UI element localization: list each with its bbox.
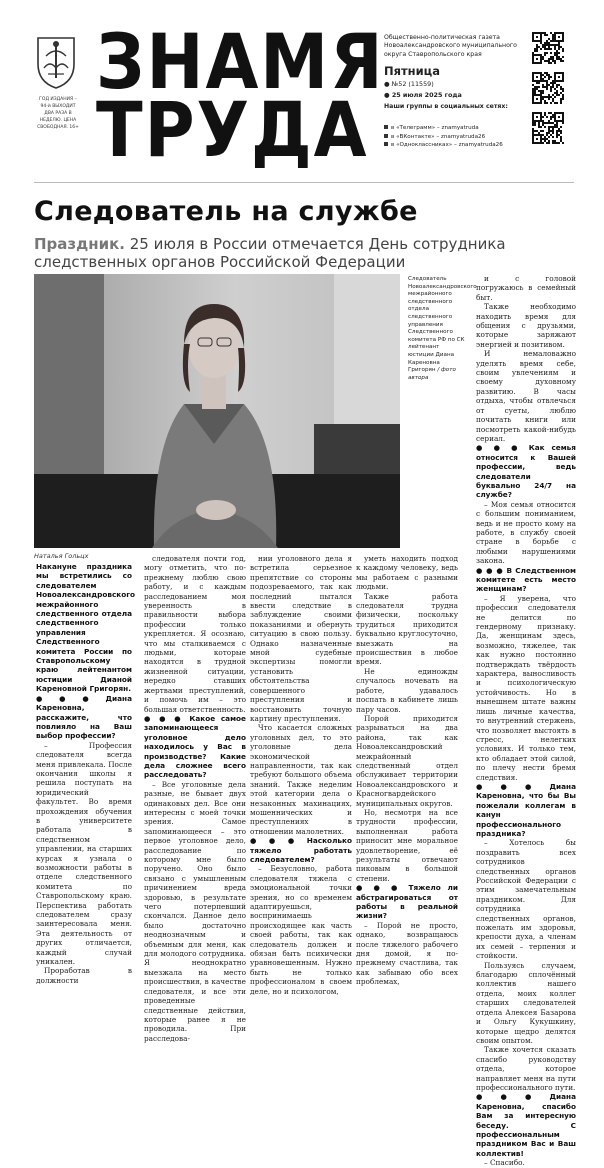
article-column-1: [36, 562, 136, 985]
article-paragraph: Пользуясь случаем, благодарю сплочённый коллектив нашего отдела, моих коллег старших следователей отдела Алексея Базарова и Ольгу Кукушкину, которые щедро делятся своим опытом.: [476, 960, 576, 1045]
article-paragraph: Также работа следователя трудна физически, поскольку трудиться приходится буквально круглосуточно, выезжать на происшествия в любое время.: [356, 591, 458, 667]
article-paragraph: – Моя семья относится с большим пониманием, ведь и не просто кому на работе, в службу своей стране в борьбе с любыми нарушениями закона.: [476, 499, 576, 566]
article-paragraph: – Хотелось бы поздравить всех сотрудников следственных органов Российской Федерации с этим замечательным праздником. Для сотрудника следственных органов, пожелать им здоровья, крепости духа, а членам их семей – терпения и стойкости.: [476, 838, 576, 961]
article-paragraph: Но, несмотря на все трудности профессии, выполненная работа приносит мне моральное удовлетворение, её результаты отвечают пиковым в большой степени.: [356, 807, 458, 883]
article-paragraph: – Профессия следователя всегда меня привлекала. После окончания школы я решила поступать на юридический факультет. Во время прохождения обучения в университете работала в следственном управлении, на старших курсах я узнала о возможности работы в отделе следственного комитета по Ставропольскому краю. Перспектива работать следователем сразу заинтересовала меня. Эта деятельность от других отличается, каждый случай уникален.: [36, 740, 132, 967]
article-paragraph: – Я уверена, что профессия следователя не делится по гендерному признаку. Да, женщинам здесь, возможно, тяжелее, так как нужно постоянно подтверждать твёрдость характера, выносливость и психологическую устойчивость. Но в нынешнем штате важны лишь личные качества, то внутренний стержень, что позволяет выстоять в стресс, нелегких условиях. И только тем, кто обладает этой силой, по плечу нести бремя следствия.: [476, 593, 576, 782]
social-link-telegram[interactable]: в «Телеграмм» – znamyatruda: [384, 124, 524, 132]
issue-date: ● 25 июля 2025 года: [384, 90, 462, 99]
article-paragraph: – Безусловно, работа следователя тяжела с эмоциональной точки зрения, но со временем адаптируешься, воспринимаешь происходящее как часть своей работы, так как следователь должен и обязан быть психически уравновешенным. Нужно быть не только профессионалом в своем деле, но и психологом,: [250, 864, 352, 996]
qr-code-icon: [532, 112, 564, 144]
photo-credit: Наталья Гольцх: [34, 552, 89, 560]
investigator-photo: [34, 274, 400, 548]
article-column-2: [144, 554, 246, 1043]
interview-question: ● ● ● Диана Кареновна, что бы Вы пожелали коллегам в канун профессионального праздника?: [476, 781, 576, 838]
interview-question: ● ● ● Диана Кареновна, спасибо Вам за интересную беседу. С профессиональным праздником Вас и Ваш коллектив!: [476, 1092, 576, 1158]
interview-question: ● ● ● Тяжело ли абстрагироваться от работы в реальной жизни?: [356, 883, 458, 921]
social-link-vkontakte[interactable]: в «ВКонтакте» – znamyatruda26: [384, 133, 524, 141]
qr-code-icon: [532, 72, 564, 104]
photo-caption: Следователь Новоалександровского межрайонного следственного отдела следственного управления Следственного комитета РФ по СК лейтенант юстиции Диана Кареновна Григорян / фото автора: [408, 276, 477, 381]
lead-text: 25 июля в России отмечается День сотрудника следственных органов Российской Федерации: [34, 235, 506, 271]
social-links: [384, 124, 524, 149]
article-paragraph: Что касается сложных уголовных дел, то это уголовные дела экономической направленности, так как требуют большого объема знаний. Также неделим этой категории дела о незаконных махинациях, мошеннических и преступлениях в отношении малолетних.: [250, 723, 352, 836]
coat-of-arms-icon: [34, 34, 78, 90]
issue-day: Пятница: [384, 64, 440, 79]
article-paragraph: – Порой не просто, однако, возвращаюсь после тяжелого рабочего дня домой, я по-прежнему счастлива, так как забываю обо всех проблемах,: [356, 920, 458, 987]
article-paragraph: И немаловажно уделять время себе, своим увлечениям и своему духовному развитию. В часы отдыха, чтобы отвлечься от суеты, люблю почитать книги или посмотреть какой-нибудь сериал.: [476, 349, 576, 443]
masthead-info: [384, 34, 524, 149]
article-paragraph: Порой приходится разрываться на два района, так как Новоалександровский межрайонный следственный отдел обслуживает территории Новоалександровского и Красногвардейского муниципальных округов.: [356, 713, 458, 808]
article-paragraph: нии уголовного дела я встретила серьезное препятствие со стороны подозреваемого, так как последний пытался ввести следствие в заблуждение своими показаниями и обернуть ситуацию в свою пользу. Однако назначенные мной судебные экспертизы помогли установить обстоятельства совершенного преступления и восстановить точную картину преступления.: [250, 554, 352, 723]
article-intro: Накануне праздника мы встретились со следователем Новоалександровского межрайонного следственного отдела следственного управления Следственного комитета России по Ставропольскому краю лейтенантом юстиции Дианой Кареновной Григорян.: [36, 562, 136, 694]
article-column-5: [476, 274, 576, 1168]
newspaper-title-line-1: ЗНАМЯ: [96, 17, 385, 106]
article-column-4: [356, 554, 458, 987]
article-paragraph: – Спасибо.: [484, 1158, 525, 1168]
masthead-divider: [34, 182, 574, 183]
article-paragraph: Также хочется сказать спасибо руководству отдела, которое направляет меня на пути профессионального пути.: [476, 1045, 576, 1092]
article-paragraph: Не единожды случалось ночевать на работе, удавалось поспать в кабинете лишь пару часов.: [356, 666, 458, 714]
interview-question: ● ● ● Насколько тяжело работать следователем?: [250, 836, 352, 864]
social-link-odnoklassniki[interactable]: в «Одноклассниках» – znamyatruda26: [384, 141, 524, 149]
article-paragraph: уметь находить подход к каждому человеку, ведь мы работаем с разными людьми.: [356, 554, 458, 592]
lead-label: Праздник.: [34, 235, 125, 253]
article-headline: Следователь на службе: [34, 196, 418, 227]
article-column-3: [250, 554, 352, 996]
masthead-side-note: ГОД ИЗДАНИЯ – 94-й ВЫХОДИТ ДВА РАЗА В НЕДЕЛЮ. ЦЕНА СВОБОДНАЯ. 16+: [37, 97, 79, 130]
interview-question: ● ● ● Диана Кареновна, расскажите, что повлияло на Ваш выбор профессии?: [36, 693, 132, 741]
interview-question: ● ● ● Какое самое запоминающееся уголовное дело находилось у Вас в производстве? Какие дела сложнее всего расследовать?: [144, 713, 246, 780]
article-paragraph: Проработав в должности: [36, 966, 132, 985]
interview-question: ● ● ● В Следственном комитете есть место женщинам?: [476, 565, 576, 594]
social-heading: Наши группы в социальных сетях:: [384, 103, 508, 111]
newspaper-description: Общественно-политическая газета Новоалександровского муниципального округа Ставропольского края: [384, 34, 517, 58]
article-paragraph: Также необходимо находить время для общения с друзьями, которые заряжают энергией и позитивом.: [476, 302, 576, 349]
issue-number: ● №52 (11559): [384, 80, 434, 89]
newspaper-title-line-2: ТРУДА: [96, 85, 369, 174]
article-lead: [34, 235, 574, 271]
qr-code-icon: [532, 32, 564, 64]
article-paragraph: – Все уголовные дела разные, не бывает двух одинаковых дел. Все они интересны с моей точки зрения. Самое запоминающееся – это первое уголовное дело, расследование по которому мне было поручено. Оно было связано с умышленным причинением вреда здоровью, в результате чего потерпевший скончался. Данное дело было достаточно неоднозначным и объемным для меня, как для молодого сотрудника. Я неоднократно выезжала на место происшествия, в качестве следователя, и все эти проведенные следственные действия, которые ранее я не проводила. При расследова-: [144, 779, 246, 1043]
article-paragraph: и с головой погружаюсь в семейный быт.: [476, 274, 576, 302]
interview-question: ● ● ● Как семья относится к Вашей профессии, ведь следователи буквально 24/7 на службе?: [476, 443, 576, 500]
article-paragraph: следователя почти год, могу отметить, что по-прежнему люблю свою работу, и с каждым расследованием моя уверенность в правильности выбора профессии только укрепляется. Я осознаю, что мы сталкиваемся с людьми, которые находятся в трудной жизненной ситуации, нередко ставших жертвами преступлений, и помочь им – это большая ответственность.: [144, 554, 246, 714]
